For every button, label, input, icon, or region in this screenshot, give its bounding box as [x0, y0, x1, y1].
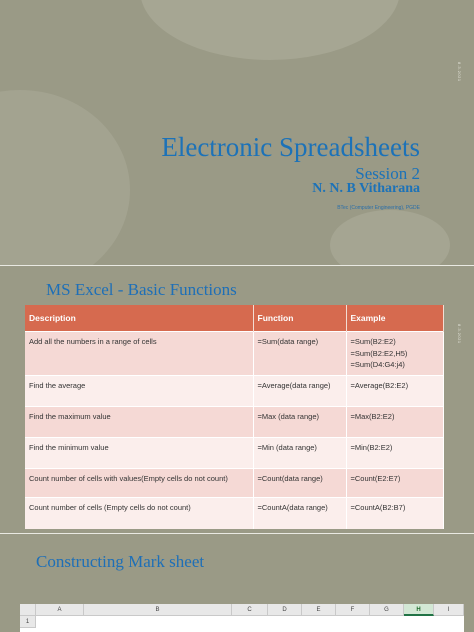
column-header-e[interactable]: E: [302, 604, 336, 616]
column-header-a[interactable]: A: [36, 604, 84, 616]
cell-function: =CountA(data range): [253, 498, 346, 529]
cell-description: Find the maximum value: [25, 407, 253, 438]
cell-description: Find the average: [25, 376, 253, 407]
column-header-i[interactable]: I: [434, 604, 464, 616]
cell-example: =CountA(B2:B7): [346, 498, 443, 529]
slide-date: 8.3.2021: [457, 324, 462, 344]
table-row: [25, 438, 443, 469]
cell-function: =Sum(data range): [253, 332, 346, 376]
cell-function: =Average(data range): [253, 376, 346, 407]
spreadsheet-preview: [20, 604, 464, 632]
cell-function: =Min (data range): [253, 438, 346, 469]
author-degree: BTec (Computer Engineering), PGDE: [337, 205, 420, 211]
title-slide: [0, 0, 474, 265]
presentation-title: Electronic Spreadsheets: [161, 132, 420, 162]
cell-example: [346, 332, 443, 376]
cell-example: =Max(B2:E2): [346, 407, 443, 438]
cell-example: =Count(E2:E7): [346, 469, 443, 498]
table-row: [25, 376, 443, 407]
example-line: =Sum(B2:E2): [350, 337, 396, 346]
cell-description: Add all the numbers in a range of cells: [25, 332, 253, 376]
column-header-b[interactable]: B: [84, 604, 232, 616]
background-blob: [140, 0, 400, 60]
column-header-d[interactable]: D: [268, 604, 302, 616]
marksheet-slide: [0, 534, 474, 632]
table-header-row: [25, 305, 443, 332]
select-all-corner[interactable]: [20, 604, 36, 616]
table-row: [25, 407, 443, 438]
slide-date: 8.3.2021: [457, 62, 462, 82]
cell-description: Count number of cells (Empty cells do not count): [25, 498, 253, 529]
cell-function: =Max (data range): [253, 407, 346, 438]
cell-example: =Average(B2:E2): [346, 376, 443, 407]
example-line: =Sum(D4:G4:j4): [350, 360, 405, 370]
header-function: Function: [253, 305, 346, 332]
table-row: [25, 469, 443, 498]
example-line: =Sum(B2:E2,H5): [350, 348, 408, 358]
column-header-f[interactable]: F: [336, 604, 370, 616]
table-row: [25, 332, 443, 376]
background-blob: [330, 210, 450, 265]
cell-example: =Min(B2:E2): [346, 438, 443, 469]
session-label: Session 2: [355, 164, 420, 183]
cell-function: =Count(data range): [253, 469, 346, 498]
column-header-h[interactable]: H: [404, 604, 434, 616]
cell-description: Count number of cells with values(Empty cells do not count): [25, 469, 253, 498]
functions-slide: [0, 266, 474, 533]
table-row: [25, 498, 443, 529]
background-blob: [0, 90, 130, 265]
column-header-c[interactable]: C: [232, 604, 268, 616]
row-header-1[interactable]: 1: [20, 616, 36, 628]
header-example: Example: [346, 305, 443, 332]
column-header-g[interactable]: G: [370, 604, 404, 616]
header-description: Description: [25, 305, 253, 332]
cell-description: Find the minimum value: [25, 438, 253, 469]
author-name: N. N. B Vitharana: [312, 181, 420, 196]
functions-table: [25, 305, 444, 529]
slide-title: Constructing Mark sheet: [36, 552, 205, 571]
slide-title: MS Excel - Basic Functions: [46, 280, 237, 299]
